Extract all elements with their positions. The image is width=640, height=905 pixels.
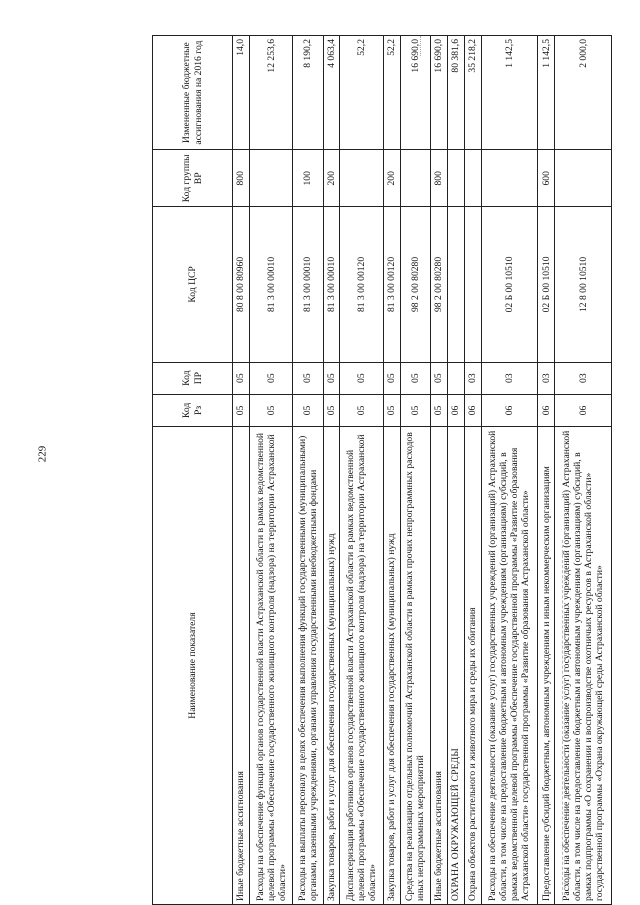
row-pr: 05 <box>400 362 430 394</box>
row-rz: 06 <box>464 394 481 426</box>
table-row <box>233 36 250 905</box>
row-csr: 81 3 00 00010 <box>323 207 340 362</box>
row-vr: 600 <box>538 150 555 207</box>
row-vr: 800 <box>233 150 250 207</box>
row-pr: 03 <box>538 362 555 394</box>
table-row <box>538 36 555 905</box>
table-row <box>400 36 430 905</box>
row-name: Расходы на выплаты персоналу в целях обеспечения выполнения функций государственными (муниципальными) органами, казенными учреждениями, органами управления государственными внебюджетными фондами <box>293 427 323 905</box>
table-row <box>249 36 292 905</box>
row-rz: 05 <box>383 394 400 426</box>
header-name: Наименование показателя <box>153 427 233 905</box>
table-row <box>447 36 464 905</box>
table-row <box>293 36 323 905</box>
budget-table <box>152 35 612 905</box>
row-vr <box>555 150 612 207</box>
row-amount: 12 253,6 <box>249 36 292 150</box>
table-header-row <box>153 36 233 905</box>
row-vr <box>249 150 292 207</box>
row-amount: 1 142,5 <box>538 36 555 150</box>
table-row <box>383 36 400 905</box>
row-pr: 05 <box>383 362 400 394</box>
row-amount: 4 063,4 <box>323 36 340 150</box>
row-rz: 05 <box>400 394 430 426</box>
row-vr: 800 <box>430 150 447 207</box>
row-name: Расходы на обеспечение функций органов государственной власти Астраханской области в рамках ведомственной целевой программы «Обеспечение государственного жилищного контроля (надзора) на территории Астраханской области» <box>249 427 292 905</box>
row-pr <box>447 362 464 394</box>
row-amount: 1 142,5 <box>481 36 538 150</box>
row-pr: 03 <box>464 362 481 394</box>
row-vr: 200 <box>323 150 340 207</box>
table-row <box>430 36 447 905</box>
page-number: 229 <box>36 445 49 463</box>
row-pr: 05 <box>293 362 323 394</box>
row-csr: 80 8 00 80960 <box>233 207 250 362</box>
header-pr: Код ПР <box>153 362 233 394</box>
row-amount: 16 690,0 <box>430 36 447 150</box>
row-rz: 06 <box>538 394 555 426</box>
row-rz: 05 <box>430 394 447 426</box>
row-rz: 06 <box>481 394 538 426</box>
row-vr <box>340 150 383 207</box>
row-rz: 05 <box>249 394 292 426</box>
table-row <box>481 36 538 905</box>
row-name: Предоставление субсидий бюджетным, автономным учреждениям и иным некоммерческим организациям <box>538 427 555 905</box>
row-name: Диспансеризация работников органов государственной власти Астраханской области в рамках ведомственной целевой программы «Обеспечение государственного жилищного контроля (надзора) на территории Астраханской области» <box>340 427 383 905</box>
row-csr <box>447 207 464 362</box>
row-rz: 05 <box>323 394 340 426</box>
row-csr: 98 2 00 80280 <box>400 207 430 362</box>
row-csr: 81 3 00 00120 <box>340 207 383 362</box>
budget-table-container <box>152 35 612 905</box>
row-amount: 80 381,6 <box>447 36 464 150</box>
row-name: Охрана объектов растительного и животного мира и среды их обитания <box>464 427 481 905</box>
table-row <box>323 36 340 905</box>
row-amount: 52,2 <box>383 36 400 150</box>
row-csr: 81 3 00 00010 <box>293 207 323 362</box>
row-pr: 03 <box>481 362 538 394</box>
row-vr: 100 <box>293 150 323 207</box>
table-row <box>464 36 481 905</box>
fold-line <box>562 540 563 900</box>
row-pr: 05 <box>249 362 292 394</box>
row-amount: 35 218,2 <box>464 36 481 150</box>
row-rz: 05 <box>293 394 323 426</box>
row-vr <box>400 150 430 207</box>
row-rz: 05 <box>233 394 250 426</box>
row-pr: 03 <box>555 362 612 394</box>
header-vr: Код группы ВР <box>153 150 233 207</box>
row-csr <box>464 207 481 362</box>
row-name: Иные бюджетные ассигнования <box>233 427 250 905</box>
header-amount: Измененные бюджетные ассигнования на 2016 год <box>153 36 233 150</box>
row-csr: 12 8 00 10510 <box>555 207 612 362</box>
row-name: ОХРАНА ОКРУЖАЮЩЕЙ СРЕДЫ <box>447 427 464 905</box>
row-amount: 2 000,0 <box>555 36 612 150</box>
row-name: Расходы на обеспечение деятельности (оказание услуг) государственных учреждений (организаций) Астраханской области, в том числе на предоставление бюджетным и автономным учреждениям (организациям) субсидий, в рамках ведомственной целевой программы «Обеспечение государственной программы «Развитие образования Астраханской области» государственной программы «Развитие образования Астраханской области» <box>481 427 538 905</box>
row-name: Закупка товаров, работ и услуг для обеспечения государственных (муниципальных) нужд <box>323 427 340 905</box>
row-pr: 05 <box>233 362 250 394</box>
row-csr: 02 Б 00 10510 <box>481 207 538 362</box>
row-vr <box>481 150 538 207</box>
row-name: Закупка товаров, работ и услуг для обеспечения государственных (муниципальных) нужд <box>383 427 400 905</box>
row-name: Иные бюджетные ассигнования <box>430 427 447 905</box>
row-csr: 81 3 00 00010 <box>249 207 292 362</box>
row-amount: 52,2 <box>340 36 383 150</box>
row-rz: 05 <box>340 394 383 426</box>
row-pr: 05 <box>340 362 383 394</box>
table-row <box>340 36 383 905</box>
row-vr <box>447 150 464 207</box>
header-rz: Код Рз <box>153 394 233 426</box>
table-row <box>555 36 612 905</box>
row-csr: 81 3 00 00120 <box>383 207 400 362</box>
row-rz: 06 <box>447 394 464 426</box>
header-csr: Код ЦСР <box>153 207 233 362</box>
row-amount: 8 190,2 <box>293 36 323 150</box>
row-amount: 14,0 <box>233 36 250 150</box>
row-rz: 06 <box>555 394 612 426</box>
row-amount: 16 690,0 <box>400 36 430 150</box>
row-name: Средства на реализацию отдельных полномочий Астраханской области в рамках прочих непрограммных расходов иных непрограммных мероприятий <box>400 427 430 905</box>
row-name: Расходы на обеспечение деятельности (оказание услуг) государственных учреждений (организаций) Астраханской области, в том числе на предоставление бюджетным и автономным учреждениям (организациям) субсидий, в рамках подпрограммы «О сохранении и воспроизводстве охотничьих ресурсов в Астраханской области» государственной программы «Охрана окружающей среды Астраханской области» <box>555 427 612 905</box>
row-vr: 200 <box>383 150 400 207</box>
row-csr: 02 Б 00 10510 <box>538 207 555 362</box>
row-pr: 05 <box>323 362 340 394</box>
row-csr: 98 2 00 80280 <box>430 207 447 362</box>
row-pr: 05 <box>430 362 447 394</box>
row-vr <box>464 150 481 207</box>
